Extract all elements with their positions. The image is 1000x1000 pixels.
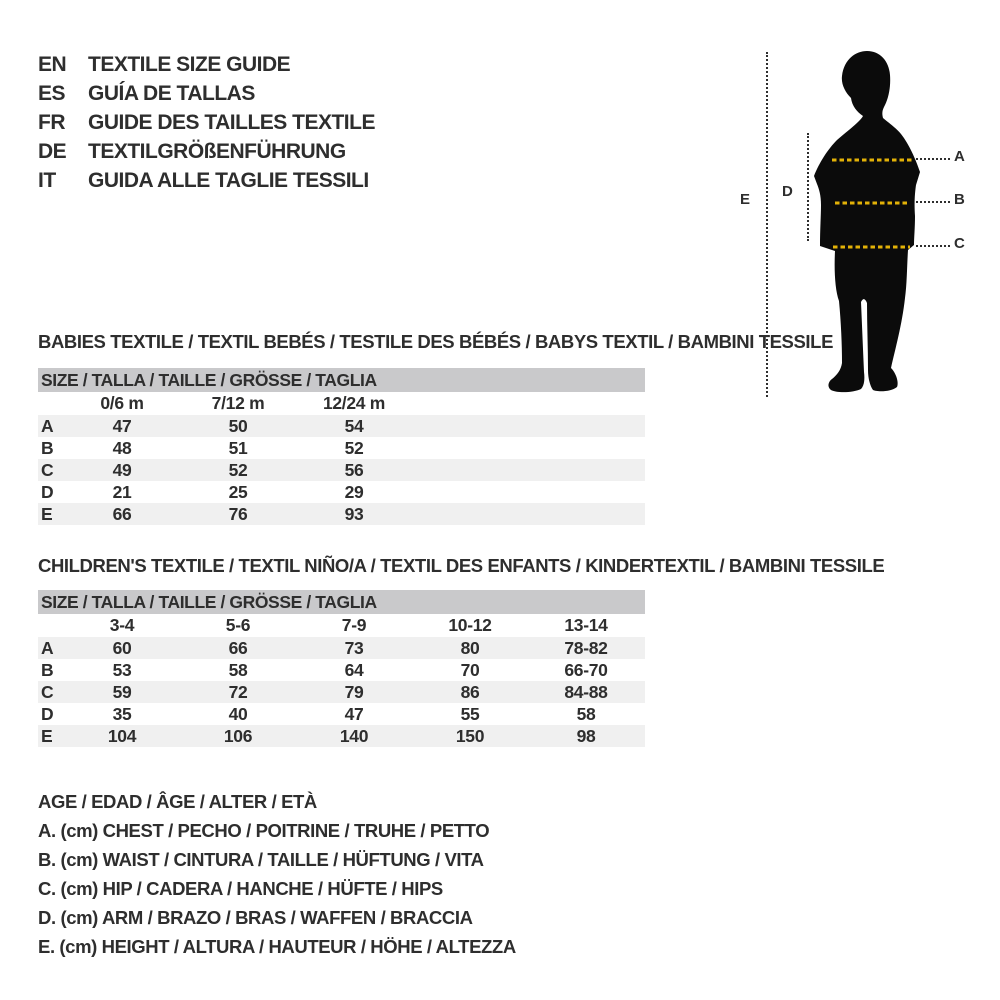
table-cell: 150 [455,725,485,746]
table-header-row [38,614,645,637]
row-label: C [41,459,54,480]
lang-code: ES [38,81,66,105]
row-label: D [41,703,54,724]
table-row [38,681,645,703]
table-body [38,415,778,525]
table-cell: 59 [112,681,132,702]
measure-label-a: A [954,148,965,165]
size-header-label: SIZE / TALLA / TAILLE / GRÖSSE / TAGLIA [41,369,377,390]
lang-row-es [38,79,375,108]
lang-code: FR [38,110,65,134]
table-row [38,481,645,503]
row-label: B [41,659,54,680]
row-label: E [41,725,53,746]
table-cell: 98 [576,725,596,746]
table-cell: 55 [460,703,480,724]
column-header: 10-12 [448,615,492,635]
lang-row-it [38,166,375,195]
column-header: 7/12 m [211,393,265,413]
legend-waist: B. (cm) WAIST / CINTURA / TAILLE / HÜFTUNG / VITA [38,849,484,870]
measure-label-c: C [954,235,965,252]
babies-textile-section [38,331,834,525]
table-cell: 86 [460,681,480,702]
lang-row-fr [38,108,375,137]
table-cell: 56 [344,459,364,480]
table-cell: 21 [112,481,132,502]
table-row [38,415,645,437]
table-cell: 64 [344,659,364,680]
table-cell: 76 [228,503,248,524]
column-header: 0/6 m [100,393,144,413]
table-cell: 66 [112,503,132,524]
row-label: C [41,681,54,702]
lang-code: DE [38,139,67,163]
measurement-legend [38,787,516,961]
table-cell: 48 [112,437,132,458]
column-header: 3-4 [109,615,135,635]
table-row [38,637,645,659]
table-cell: 51 [228,437,248,458]
table-header-row [38,392,645,415]
lang-title: GUÍA DE TALLAS [88,81,255,105]
row-label: E [41,503,53,524]
table-cell: 104 [107,725,137,746]
legend-age: AGE / EDAD / ÂGE / ALTER / ETÀ [38,791,317,812]
legend-chest: A. (cm) CHEST / PECHO / POITRINE / TRUHE / PETTO [38,820,490,841]
table-cell: 47 [112,415,132,436]
column-header: 12/24 m [322,393,386,413]
table-cell: 54 [344,415,364,436]
table-cell: 73 [344,637,364,658]
lang-code: EN [38,52,67,76]
table-cell: 84-88 [564,681,608,702]
measure-label-b: B [954,191,965,208]
row-label: D [41,481,54,502]
table-cell: 25 [228,481,248,502]
lang-title: GUIDA ALLE TAGLIE TESSILI [88,168,369,192]
table-cell: 58 [228,659,248,680]
table-cell: 78-82 [564,637,608,658]
table-body [38,637,778,747]
table-cell: 29 [344,481,364,502]
waist-leader-line [916,201,950,203]
table-cell: 52 [344,437,364,458]
language-title-block [38,50,375,195]
hip-leader-line [916,245,950,247]
table-cell: 93 [344,503,364,524]
table-cell: 70 [460,659,480,680]
table-cell: 79 [344,681,364,702]
children-textile-section [38,555,885,747]
legend-arm: D. (cm) ARM / BRAZO / BRAS / WAFFEN / BRACCIA [38,907,473,928]
chest-leader-line [916,158,950,160]
row-label: A [41,415,54,436]
table-cell: 58 [576,703,596,724]
row-label: B [41,437,54,458]
section-title: BABIES TEXTILE / TEXTIL BEBÉS / TESTILE DES BÉBÉS / BABYS TEXTIL / BAMBINI TESSILE [38,331,834,352]
lang-title: GUIDE DES TAILLES TEXTILE [88,110,375,134]
table-cell: 40 [228,703,248,724]
table-cell: 47 [344,703,364,724]
table-cell: 49 [112,459,132,480]
table-row [38,459,645,481]
measure-label-e: E [740,191,751,208]
table-cell: 60 [112,637,132,658]
measure-label-d: D [782,183,793,200]
table-cell: 80 [460,637,480,658]
size-header-label: SIZE / TALLA / TAILLE / GRÖSSE / TAGLIA [41,591,377,612]
column-header: 13-14 [564,615,608,635]
table-row [38,725,645,747]
lang-title: TEXTILE SIZE GUIDE [88,52,291,76]
lang-title: TEXTILGRÖßENFÜHRUNG [88,139,346,163]
table-cell: 52 [228,459,248,480]
table-row [38,437,645,459]
table-row [38,703,645,725]
table-cell: 35 [112,703,132,724]
table-row [38,659,645,681]
size-header-bar [38,590,645,614]
table-cell: 140 [339,725,369,746]
table-cell: 50 [228,415,248,436]
table-cell: 72 [228,681,248,702]
table-cell: 66-70 [564,659,608,680]
lang-row-de [38,137,375,166]
table-cell: 53 [112,659,132,680]
section-title: CHILDREN'S TEXTILE / TEXTIL NIÑO/A / TEXTIL DES ENFANTS / KINDERTEXTIL / BAMBINI TESSILE [38,555,885,576]
row-label: A [41,637,54,658]
lang-row-en [38,50,375,79]
column-header: 7-9 [341,615,367,635]
table-row [38,503,645,525]
size-header-bar [38,368,645,392]
table-cell: 66 [228,637,248,658]
table-cell: 106 [223,725,253,746]
legend-height: E. (cm) HEIGHT / ALTURA / HAUTEUR / HÖHE / ALTEZZA [38,936,516,957]
lang-code: IT [38,168,56,192]
legend-hip: C. (cm) HIP / CADERA / HANCHE / HÜFTE / HIPS [38,878,443,899]
column-header: 5-6 [225,615,251,635]
